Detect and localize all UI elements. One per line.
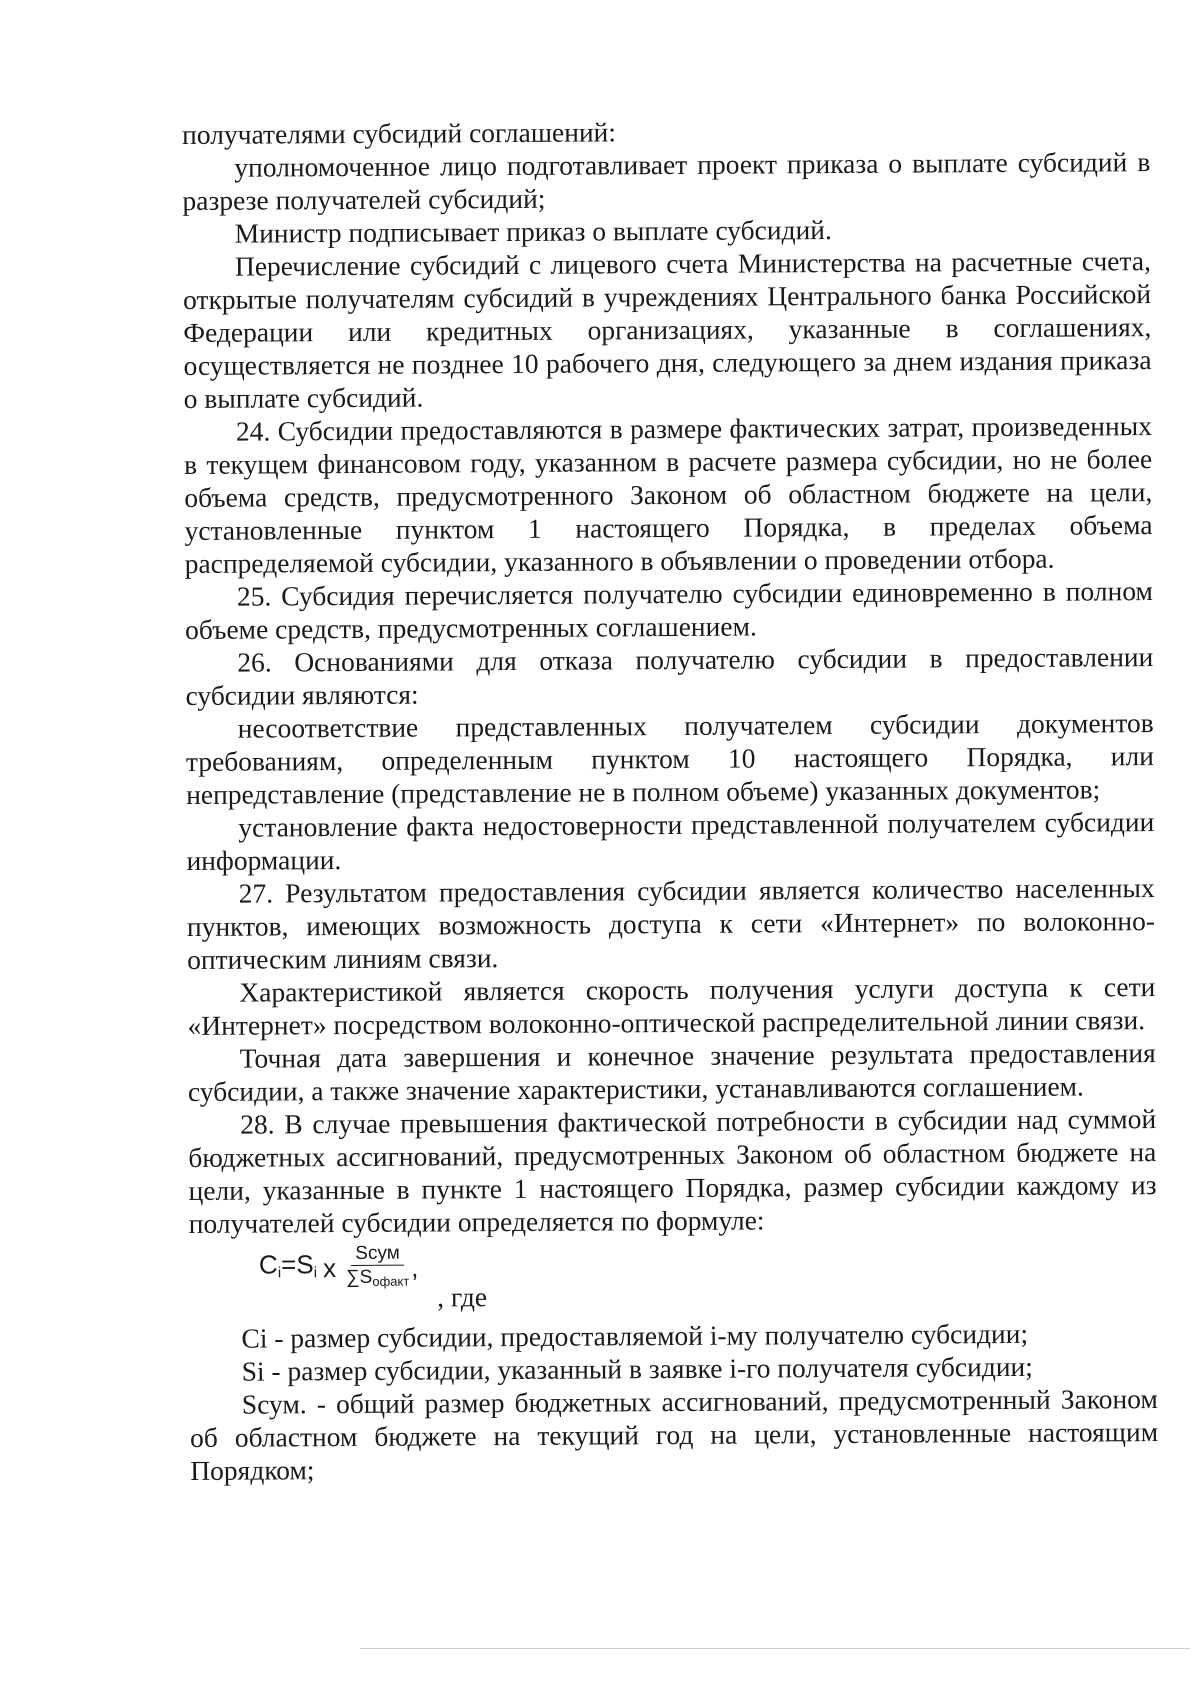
paragraph-minister-signs: Министр подписывает приказ о выплате субсидий. (234, 214, 832, 249)
definition-ci: Ci - размер субсидии, предоставляемой i-му получателю субсидии; (241, 1317, 1029, 1354)
formula-times: x (322, 1253, 337, 1284)
paragraph-item-27: 27. Результатом предоставления субсидии является количество населенных пунктов, имеющих возможность доступа к сети «Интернет» по волоконно-оптическим линиям связи. (186, 872, 1156, 975)
definition-si: Si - размер субсидии, указанный в заявке i-го получателя субсидии; (241, 1350, 1033, 1387)
paragraph-exact-date: Точная дата завершения и конечное значение результата предоставления субсидии, а также значение характеристики, устанавливаются соглашением. (187, 1037, 1156, 1107)
document-page (182, 112, 1158, 1487)
paragraph-characteristic: Характеристикой является скорость получения услуги доступа к сети «Интернет» посредством волоконно-оптической распределительной линии связи. (187, 971, 1156, 1041)
paragraph-transfer: Перечисление субсидий с лицевого счета Министерства на расчетные счета, открытые получателям субсидий в учреждениях Центрального банка Российской Федерации или кредитных организациях, указанные в соглашениях, осуществляется не позднее 10 рабочего дня, следующего за днем издания приказа о выплате субсидий. (183, 245, 1152, 414)
paragraph-item-26: 26. Основаниями для отказа получателю субсидии в предоставлении субсидии являются: (185, 641, 1154, 711)
formula-numerator: Sсум (351, 1243, 404, 1266)
subsidy-formula (259, 1243, 419, 1295)
paragraph-false-info: установление факта недостоверности представленной получателем субсидии информации. (186, 806, 1155, 876)
formula-fraction (346, 1243, 409, 1294)
paragraph-item-24: 24. Субсидии предоставляются в размере фактических затрат, произведенных в текущем финансовом году, указанном в расчете размера субсидии, но не более объема средств, предусмотренного Законом об областном бюджете на цели, установленные пунктом 1 настоящего Порядка, в пределах объема распределяемой субсидии, указанного в объявлении о проведении отбора. (184, 410, 1153, 579)
formula-block (189, 1238, 1157, 1322)
paragraph-recipients-agreements: получателями субсидий соглашений: (182, 116, 617, 150)
formula-where: , где (437, 1281, 488, 1313)
paragraph-noncompliance: несоответствие представленных получателем субсидии документов требованиям, определенным пунктом 10 настоящего Порядка, или непредставление (представление не в полном объеме) указанных документов; (185, 707, 1155, 810)
formula-lhs: $C_i=S_i$ (258, 1249, 318, 1282)
paragraph-authorized-person: уполномоченное лицо подготавливает проект приказа о выплате субсидий в разрезе получателей субсидий; (182, 146, 1151, 216)
paragraph-item-28: 28. В случае превышения фактической потребности в субсидии над суммой бюджетных ассигнований, предусмотренных Законом об областном бюджете на цели, указанные в пункте 1 настоящего Порядка, размер субсидии каждому из получателей субсидии определяется по формуле: (188, 1103, 1157, 1239)
paragraph-item-25: 25. Субсидия перечисляется получателю субсидии единовременно в полном объеме средств, предусмотренных соглашением. (185, 575, 1153, 645)
formula-comma: , (411, 1252, 419, 1283)
footer-divider (360, 1648, 1190, 1649)
formula-denominator: $\sum S_{офакт}$ (346, 1266, 410, 1289)
definition-scum: Sсум. - общий размер бюджетных ассигнований, предусмотренный Законом об областном бюджете на текущий год на цели, установленные настоящим Порядком; (189, 1383, 1159, 1486)
